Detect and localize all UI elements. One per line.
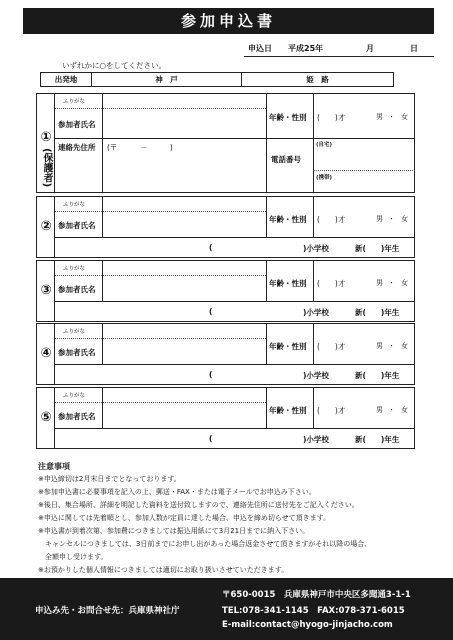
furigana-label: ふりがな	[63, 99, 86, 105]
departure-table	[40, 72, 394, 87]
application-date	[244, 43, 434, 55]
guardian-label: (保護者)	[41, 148, 52, 188]
age-gender-label: 年齢・性別	[269, 342, 307, 351]
gender-dot: ・	[388, 279, 395, 287]
footer-tel-fax: TEL:078-341-1145 FAX:078-371-6015	[222, 606, 405, 616]
postal-code-field[interactable]: (〒 － )	[107, 143, 173, 152]
note-item: キャンセルにつきましては、3日前までにお申し出があった場合返金させて頂きますがそれ以降の場合、	[38, 540, 372, 548]
furigana-label: ふりがな	[63, 329, 86, 335]
gender-female[interactable]: 女	[401, 406, 408, 414]
grade-field[interactable]: 新( )年生	[355, 244, 400, 253]
note-item: ※申込締切は2月末日までとなっております。	[38, 475, 181, 483]
address-field[interactable]	[57, 154, 262, 190]
gender-female[interactable]: 女	[401, 113, 408, 121]
mobile-phone-label: (携帯)	[316, 175, 333, 181]
gender-male[interactable]: 男	[376, 406, 383, 414]
section-number-column	[37, 94, 55, 192]
note-item: ※後日、集合場所、詳細を明記した資料を送付致しますので、連絡先住所に送付先をご記入ください。	[38, 501, 359, 509]
gender-male[interactable]: 男	[376, 279, 383, 287]
age-field[interactable]: ( )才	[317, 279, 346, 288]
section-number-column	[37, 261, 55, 321]
section-number-column	[37, 324, 55, 384]
furigana-field[interactable]	[105, 327, 265, 337]
gender-female[interactable]: 女	[401, 342, 408, 350]
section-number-column	[37, 197, 55, 257]
participant-section-3	[36, 260, 415, 322]
departure-himeji[interactable]: 姫 路	[306, 75, 329, 84]
participant-name-field[interactable]	[105, 214, 265, 236]
furigana-field[interactable]	[105, 97, 265, 107]
departure-kobe[interactable]: 神 戸	[92, 73, 242, 86]
date-era: 平成25年	[288, 44, 324, 53]
gender-dot: ・	[388, 113, 395, 121]
mobile-phone-field[interactable]	[332, 173, 412, 191]
school-name-field[interactable]	[217, 305, 301, 319]
participant-section-4	[36, 323, 415, 385]
participant-name-field[interactable]	[105, 112, 265, 136]
address-label: 連絡先住所	[58, 143, 96, 152]
age-field[interactable]: ( )才	[317, 215, 346, 224]
furigana-field[interactable]	[105, 264, 265, 274]
age-gender-label: 年齢・性別	[269, 279, 307, 288]
section-number: ①	[40, 130, 52, 145]
participant-name-field[interactable]	[105, 405, 265, 427]
grade-field[interactable]: 新( )年生	[355, 371, 400, 380]
note-item: ※参加申込書に必要事項を記入の上、郵送・FAX・または電子メールでお申込み下さい。	[38, 488, 316, 496]
gender-dot: ・	[388, 406, 395, 414]
participant-section-1	[36, 93, 415, 193]
school-label: )小学校	[303, 244, 329, 253]
age-gender-label: 年齢・性別	[269, 406, 307, 415]
home-phone-label: (自宅)	[316, 142, 333, 148]
participant-name-label: 参加者氏名	[58, 221, 96, 230]
section-number: ③	[40, 283, 52, 298]
school-label: )小学校	[303, 308, 329, 317]
date-day: 日	[410, 44, 418, 53]
age-gender-label: 年齢・性別	[269, 215, 307, 224]
phone-label: 電話番号	[271, 155, 301, 164]
furigana-label: ふりがな	[63, 393, 86, 399]
age-field[interactable]: ( )才	[317, 113, 346, 122]
participant-name-field[interactable]	[105, 341, 265, 363]
participant-name-label: 参加者氏名	[58, 412, 96, 421]
note-item: ※申込書が到着次第、参加費につきましては振込用紙にて3月21日までに納入下さい。	[38, 527, 310, 535]
furigana-field[interactable]	[105, 200, 265, 210]
gender-dot: ・	[388, 342, 395, 350]
home-phone-field[interactable]	[332, 140, 412, 168]
page-title: 参加申込書	[23, 8, 434, 34]
note-item: ※お預かりした個人情報につきましては適切にお取り扱いさせていただきます。	[38, 566, 289, 574]
participant-section-5	[36, 387, 415, 449]
section-number: ⑤	[40, 410, 52, 425]
date-label: 申込日	[248, 44, 272, 53]
furigana-label: ふりがな	[63, 202, 86, 208]
school-open-paren: (	[209, 307, 213, 316]
furigana-label: ふりがな	[63, 266, 86, 272]
participant-section-2	[36, 196, 415, 258]
footer-address: 〒650-0015 兵庫県神戸市中央区多聞通3-1-1	[222, 590, 411, 600]
school-open-paren: (	[209, 370, 213, 379]
instruction-text: いずれかに○をしてください。	[62, 61, 167, 70]
notes-title: 注意事項	[38, 462, 70, 471]
school-label: )小学校	[303, 435, 329, 444]
gender-male[interactable]: 男	[376, 113, 383, 121]
departure-label: 出発地	[41, 73, 92, 86]
footer-email-link[interactable]: E-mail:contact@hyogo-jinjacho.com	[222, 620, 393, 630]
footer	[0, 578, 453, 640]
note-item: 全額申し受けます。	[38, 553, 108, 561]
furigana-field[interactable]	[105, 391, 265, 401]
participant-name-label: 参加者氏名	[58, 285, 96, 294]
participant-name-label: 参加者氏名	[58, 348, 96, 357]
school-name-field[interactable]	[217, 368, 301, 382]
section-number-column	[37, 388, 55, 448]
school-open-paren: (	[209, 434, 213, 443]
section-number: ④	[40, 346, 52, 361]
gender-female[interactable]: 女	[401, 279, 408, 287]
note-item: ※申込に関しては先着順とし、参加人数が定員に達した場合、申込を締め切らせて頂きます。	[38, 514, 331, 522]
gender-dot: ・	[388, 215, 395, 223]
gender-male[interactable]: 男	[376, 342, 383, 350]
grade-field[interactable]: 新( )年生	[355, 308, 400, 317]
participant-name-label: 参加者氏名	[58, 120, 96, 129]
age-gender-label: 年齢・性別	[269, 113, 307, 122]
gender-male[interactable]: 男	[376, 215, 383, 223]
school-label: )小学校	[303, 371, 329, 380]
contact-label: 申込み先・お問合せ先：兵庫県神社庁	[35, 606, 180, 616]
school-name-field[interactable]	[217, 241, 301, 255]
school-name-field[interactable]	[217, 432, 301, 446]
section-number: ②	[40, 219, 52, 234]
grade-field[interactable]: 新( )年生	[355, 435, 400, 444]
date-month: 月	[366, 44, 374, 53]
age-field[interactable]: ( )才	[317, 406, 346, 415]
date-underline	[244, 56, 434, 57]
age-field[interactable]: ( )才	[317, 342, 346, 351]
school-open-paren: (	[209, 243, 213, 252]
participant-name-field[interactable]	[105, 278, 265, 300]
gender-female[interactable]: 女	[401, 215, 408, 223]
